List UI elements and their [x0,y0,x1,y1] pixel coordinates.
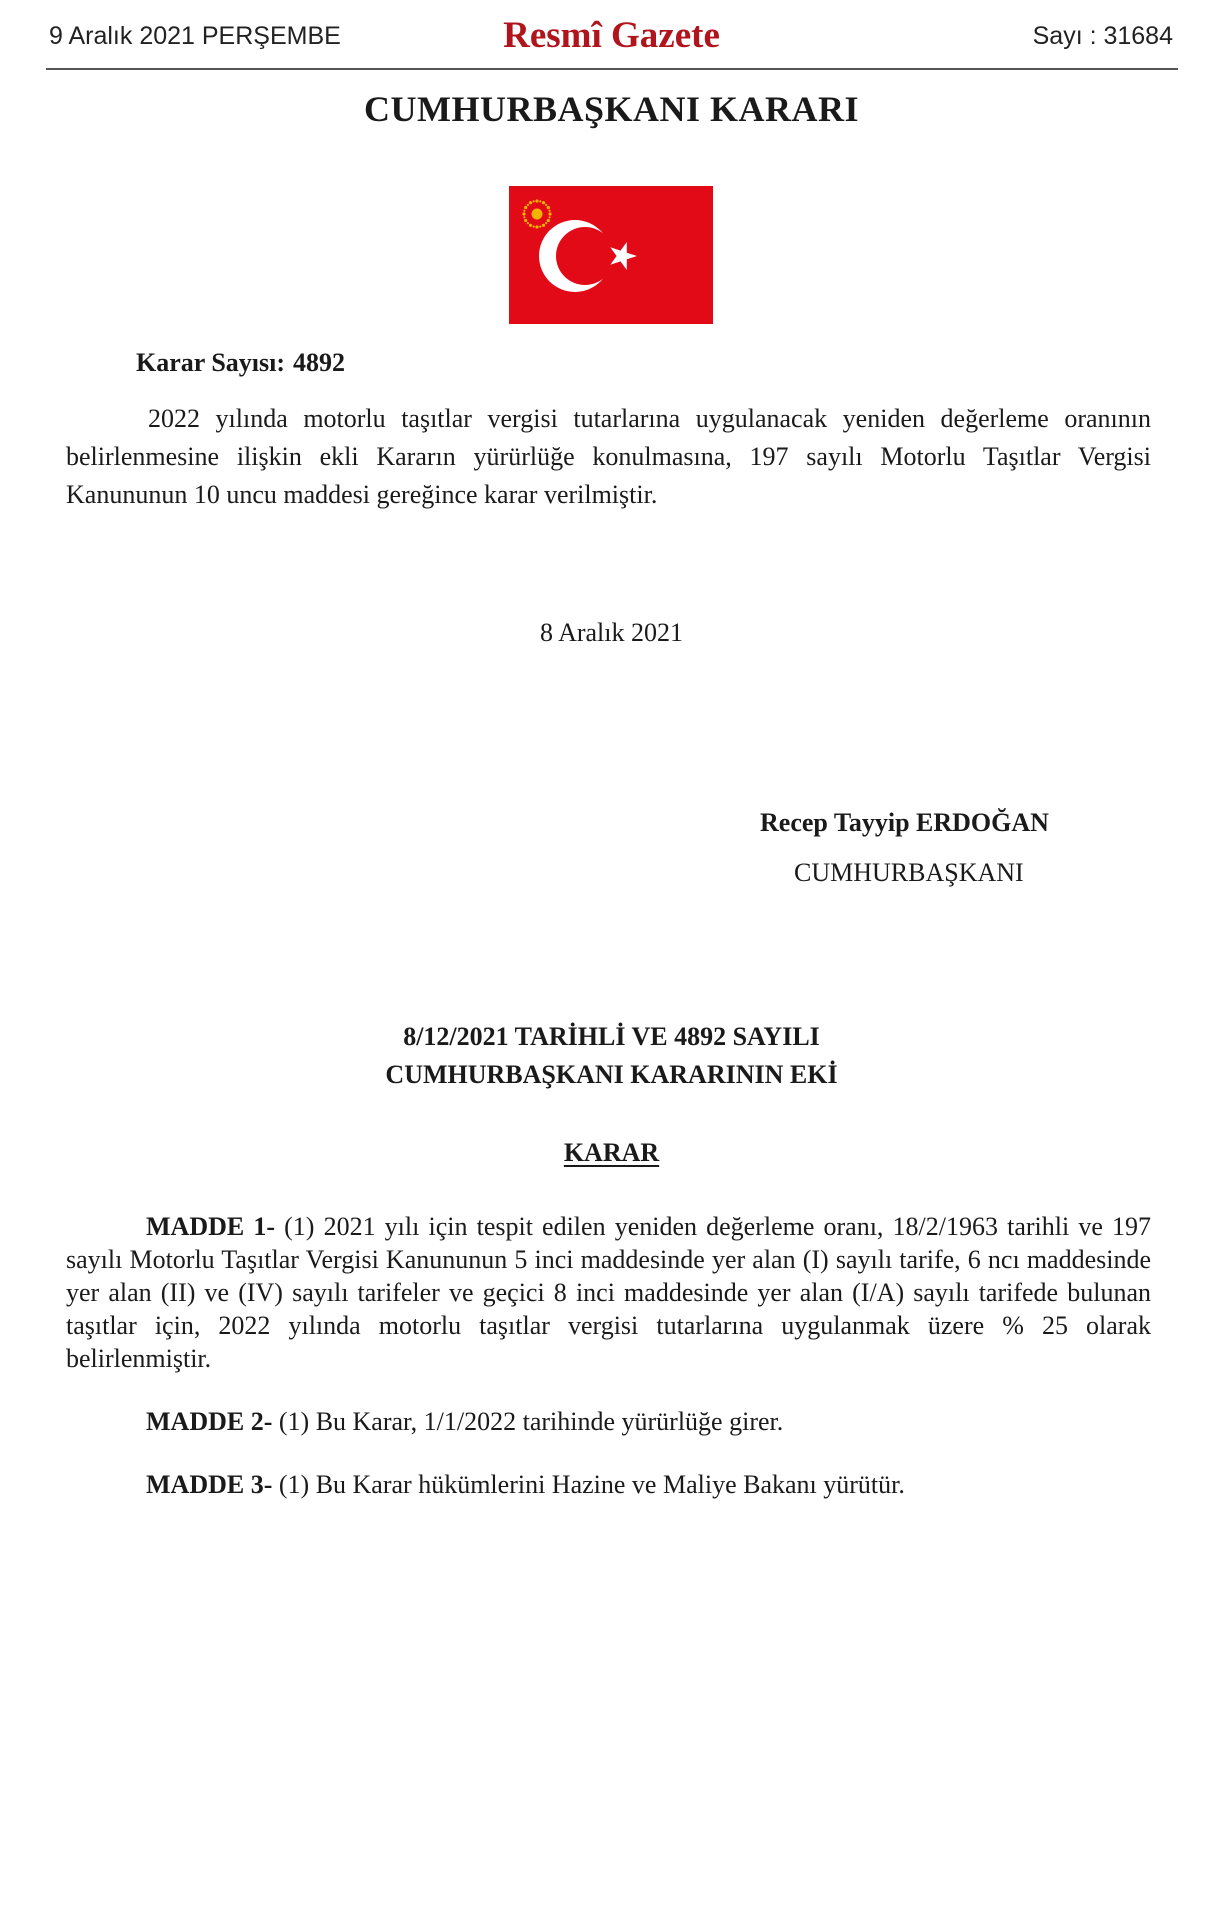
decision-number [136,348,345,378]
header-divider [46,68,1178,70]
signatory-name: Recep Tayyip ERDOĞAN [760,808,1049,837]
article-3-label: MADDE 3- [146,1470,273,1499]
article-2-label: MADDE 2- [146,1407,273,1436]
article-1-label: MADDE 1- [146,1212,275,1241]
decision-intro-paragraph: 2022 yılında motorlu taşıtlar vergisi tutarlarına uygulanacak yeniden değerleme oranının belirlenmesine ilişkin ekli Kararın yürürlüğe konulmasına, 197 sayılı Motorlu Taşıtlar Vergisi Kanununun 10 uncu maddesi gereğince karar verilmiştir. [66,404,1151,509]
article-3 [66,1468,1151,1501]
decision-number-value: 4892 [293,348,346,377]
annex-heading-line2: CUMHURBAŞKANI KARARININ EKİ [385,1060,838,1089]
annex-karar-heading-text: KARAR [563,1138,660,1167]
header-issue-number: Sayı : 31684 [1032,22,1173,50]
document-title: CUMHURBAŞKANI KARARI [363,89,859,129]
annex-heading-line1: 8/12/2021 TARİHLİ VE 4892 SAYILI [403,1022,820,1051]
annex-karar-heading [0,1138,1223,1168]
turkish-flag-icon [509,186,713,324]
article-1 [66,1210,1151,1375]
signatory-title: CUMHURBAŞKANI [794,858,1024,887]
article-3-text: (1) Bu Karar hükümlerini Hazine ve Maliye Bakanı yürütür. [278,1470,905,1499]
decision-number-label: Karar Sayısı: [136,348,286,377]
article-1-text: (1) 2021 yılı için tespit edilen yeniden değerleme oranı, 18/2/1963 tarihli ve 197 sayılı Motorlu Taşıtlar Vergisi Kanununun 5 inci maddesinde yer alan (I) sayılı tarife, 6 ncı maddesinde yer alan (II) ve (IV) sayılı tarifeler ve geçici 8 inci maddesinde yer alan (I/A) sayılı tarifede bulunan taşıtlar için, 2022 yılında motorlu taşıtlar vergisi tutarlarına uygulanmak üzere % 25 olarak belirlenmiştir. [66,1212,1152,1373]
article-2 [66,1405,1151,1438]
decision-date: 8 Aralık 2021 [540,618,683,647]
article-2-text: (1) Bu Karar, 1/1/2022 tarihinde yürürlüğe girer. [278,1407,784,1436]
header-date: 9 Aralık 2021 PERŞEMBE [49,22,341,50]
gazette-title-text: Resmî Gazete [503,15,720,56]
